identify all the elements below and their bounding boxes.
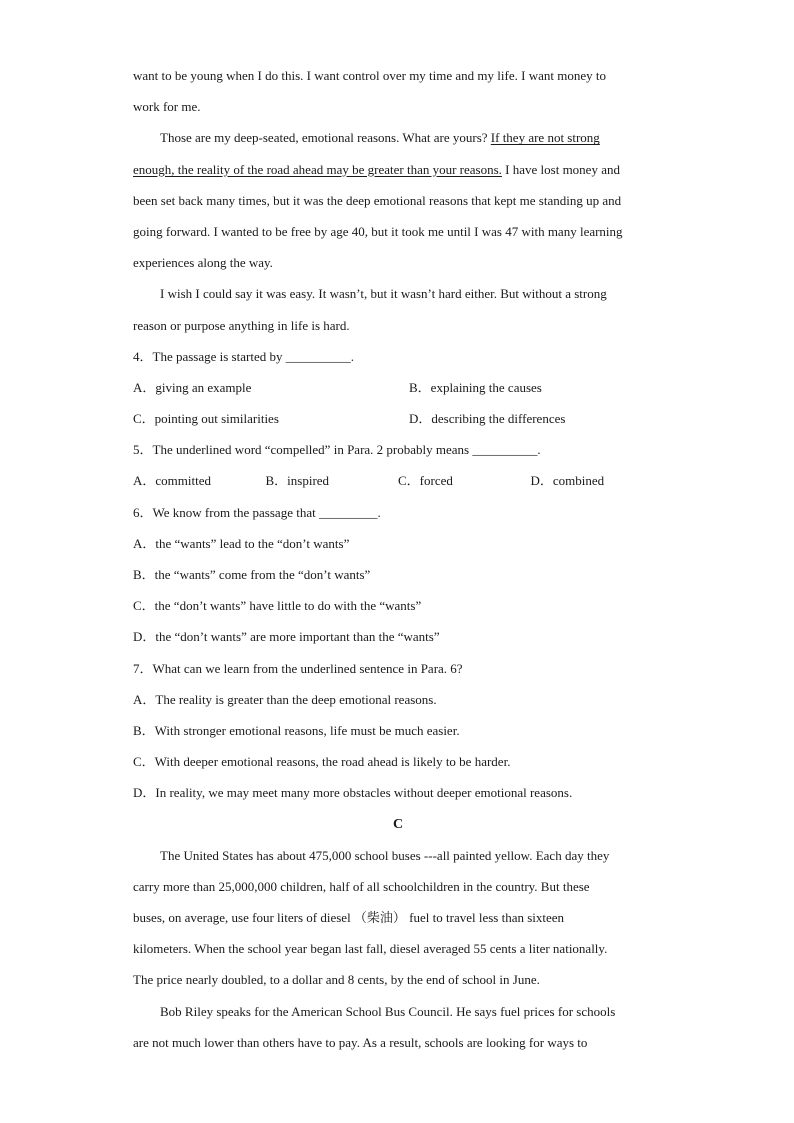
passage-line: are not much lower than others have to pay. As a result, schools are looking for ways to bbox=[133, 1034, 588, 1050]
question-4-options-row bbox=[133, 372, 663, 403]
passage-line: going forward. I wanted to be free by age 40, but it took me until I was 47 with many learning bbox=[133, 223, 623, 239]
option-d: D．combined bbox=[530, 473, 605, 489]
question-4-stem: 4．The passage is started by __________. bbox=[133, 348, 354, 364]
passage-line: carry more than 25,000,000 children, half of all schoolchildren in the country. But these bbox=[133, 878, 590, 894]
passage-line: work for me. bbox=[133, 99, 201, 115]
passage-text: I have lost money and bbox=[501, 161, 620, 177]
option-a: A．committed bbox=[133, 473, 211, 489]
passage-line: The United States has about 475,000 school buses ---all painted yellow. Each day they bbox=[160, 847, 610, 863]
passage-line: I wish I could say it was easy. It wasn’t, but it wasn’t hard either. But without a strong bbox=[160, 286, 607, 302]
option-a: A．giving an example bbox=[133, 379, 252, 395]
passage-line: been set back many times, but it was the deep emotional reasons that kept me standing up and bbox=[133, 192, 622, 208]
passage-line: The price nearly doubled, to a dollar and 8 cents, by the end of school in June. bbox=[133, 972, 540, 988]
option-b: B．With stronger emotional reasons, life must be much easier. bbox=[133, 722, 460, 738]
question-5-options-row bbox=[133, 465, 663, 496]
option-b: B．inspired bbox=[265, 473, 330, 489]
passage-line: reason or purpose anything in life is hard. bbox=[133, 317, 350, 333]
question-6-stem: 6．We know from the passage that _________. bbox=[133, 504, 381, 520]
document-page bbox=[133, 60, 663, 1058]
option-c: C．forced bbox=[398, 473, 453, 489]
option-d: D．the “don’t wants” are more important than the “wants” bbox=[133, 629, 440, 645]
option-d: D．In reality, we may meet many more obstacles without deeper emotional reasons. bbox=[133, 785, 573, 801]
option-b: B．the “wants” come from the “don’t wants” bbox=[133, 567, 371, 582]
passage-line bbox=[133, 122, 663, 153]
option-b: B．explaining the causes bbox=[409, 379, 542, 395]
passage-line bbox=[133, 154, 663, 185]
option-a: A．The reality is greater than the deep emotional reasons. bbox=[133, 691, 437, 707]
underlined-sentence: enough, the reality of the road ahead may be greater than your reasons. bbox=[133, 161, 502, 177]
passage-line: experiences along the way. bbox=[133, 255, 273, 271]
passage-line: want to be young when I do this. I want control over my time and my life. I want money to bbox=[133, 68, 606, 83]
passage-line: buses, on average, use four liters of diesel （柴油） fuel to travel less than sixteen bbox=[133, 910, 565, 926]
question-5-stem: 5．The underlined word “compelled” in Para. 2 probably means __________. bbox=[133, 442, 541, 458]
passage-line: Bob Riley speaks for the American School Bus Council. He says fuel prices for schools bbox=[160, 1003, 616, 1019]
section-title: C bbox=[392, 816, 404, 832]
option-a: A．the “wants” lead to the “don’t wants” bbox=[133, 535, 350, 551]
question-4-options-row bbox=[133, 403, 663, 434]
question-7-stem: 7．What can we learn from the underlined sentence in Para. 6? bbox=[133, 660, 463, 676]
underlined-sentence: If they are not strong bbox=[490, 130, 600, 146]
option-d: D．describing the differences bbox=[409, 411, 566, 427]
passage-line: kilometers. When the school year began last fall, diesel averaged 55 cents a liter nationally. bbox=[133, 941, 608, 957]
passage-text: Those are my deep-seated, emotional reasons. What are yours? bbox=[160, 130, 491, 146]
option-c: C．With deeper emotional reasons, the road ahead is likely to be harder. bbox=[133, 754, 511, 770]
option-c: C．pointing out similarities bbox=[133, 411, 279, 427]
option-c: C．the “don’t wants” have little to do with the “wants” bbox=[133, 598, 422, 614]
